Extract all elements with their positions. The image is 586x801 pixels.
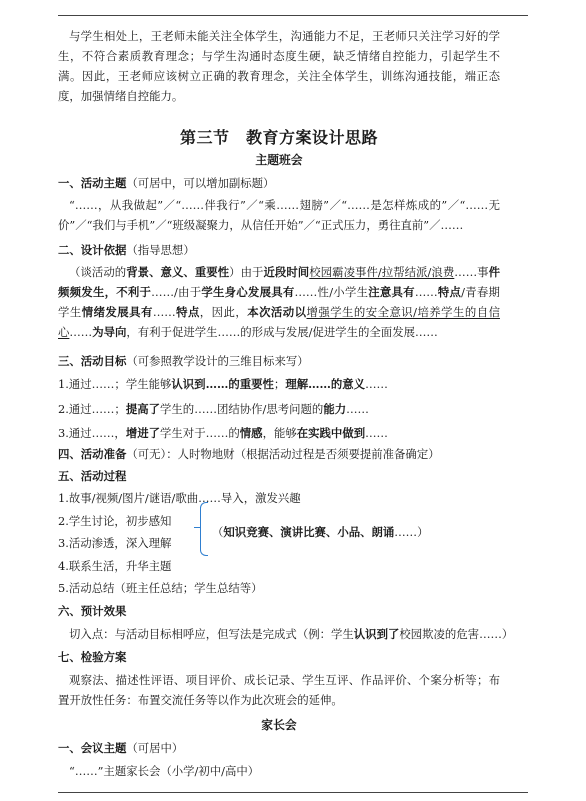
evaluation-plan-body: 观察法、描述性评语、项目评价、成长记录、学生互评、作品评价、个案分析等；布置开放性任务：布置交流任务等以作为此次班会的延伸。 — [58, 673, 500, 707]
section-title: 第三节 教育方案设计思路 — [179, 128, 378, 147]
heading-activity-goals: 三、活动目标（可参照教学设计的三维目标来写） — [58, 354, 309, 368]
heading-evaluation-plan: 七、检验方案 — [58, 650, 127, 664]
intro-paragraph: 与学生相处上，王老师未能关注全体学生，沟通能力不足，王老师只关注学习好的学生，不符合素质教育理念；与学生沟通时态度生硬，缺乏情绪自控能力，引起学生不满。因此，王老师应该树立正确的教育理念，关注全体学生，训练沟通技能，端正态度，加强情绪自控能力。 — [58, 29, 500, 103]
heading-activity-process: 五、活动过程 — [58, 469, 127, 483]
process-step-3: 3.活动渗透，深入理解 — [58, 536, 172, 550]
process-step-1: 1.故事/视频/图片/谜语/歌曲……导入，激发兴趣 — [58, 491, 301, 505]
goal-item-1: 1.通过……；学生能够认识到……的重要性；理解……的意义…… — [58, 377, 388, 391]
process-step-4: 4.联系生活，升华主题 — [58, 559, 172, 573]
brace-tick — [194, 527, 201, 528]
goal-item-3: 3.通过……，增进了学生对于……的情感，能够在实践中做到…… — [58, 426, 388, 440]
heading-activity-preparation: 四、活动准备（可无）：人时物地财（根据活动过程是否须要提前准备确定） — [58, 447, 440, 461]
process-step-5: 5.活动总结（班主任总结；学生总结等） — [58, 581, 263, 595]
meeting-theme-body: “……”主题家长会（小学/初中/高中） — [69, 764, 260, 778]
activity-forms: （知识竞赛、演讲比赛、小品、朗诵……） — [212, 525, 429, 539]
goal-item-2: 2.通过……；提高了学生的……团结协作/思考问题的能力…… — [58, 402, 369, 416]
header-rule — [58, 15, 528, 16]
theme-examples: “……，从我做起”／“……伴我行”／“乘……翅膀”／“……是怎样炼成的”／“……无价”／“我们与手机”／“班级凝聚力，从信任开始”／“正式压力，勇往直前”／…… — [58, 198, 500, 232]
heading-design-basis: 二、设计依据（指导思想） — [58, 243, 195, 257]
process-step-2: 2.学生讨论，初步感知 — [58, 514, 172, 528]
brace-bracket — [200, 502, 208, 556]
design-basis-paragraph: （谈活动的背景、意义、重要性）由于近段时间校园霸凌事件/拉帮结派/浪费……事件频频发生，不利于……/由于学生身心发展具有……性/小学生注意具有……特点/青春期学生情绪发展具有……特点，因此，本次活动以增强学生的安全意识/培养学生的自信心……为导向，有利于促进学生……的形成与发展/促进学生的全面发展…… — [58, 265, 500, 339]
footer-rule — [58, 792, 528, 793]
parent-meeting-title: 家长会 — [261, 718, 297, 732]
heading-meeting-theme: 一、会议主题（可居中） — [58, 741, 184, 755]
expected-effect-body: 切入点：与活动目标相呼应，但写法是完成式（例：学生认识到了校园欺凌的危害……） — [69, 627, 514, 641]
heading-activity-theme: 一、活动主题（可居中，可以增加副标题） — [58, 176, 275, 190]
heading-expected-effect: 六、预计效果 — [58, 604, 127, 618]
class-meeting-title: 主题班会 — [255, 153, 303, 167]
